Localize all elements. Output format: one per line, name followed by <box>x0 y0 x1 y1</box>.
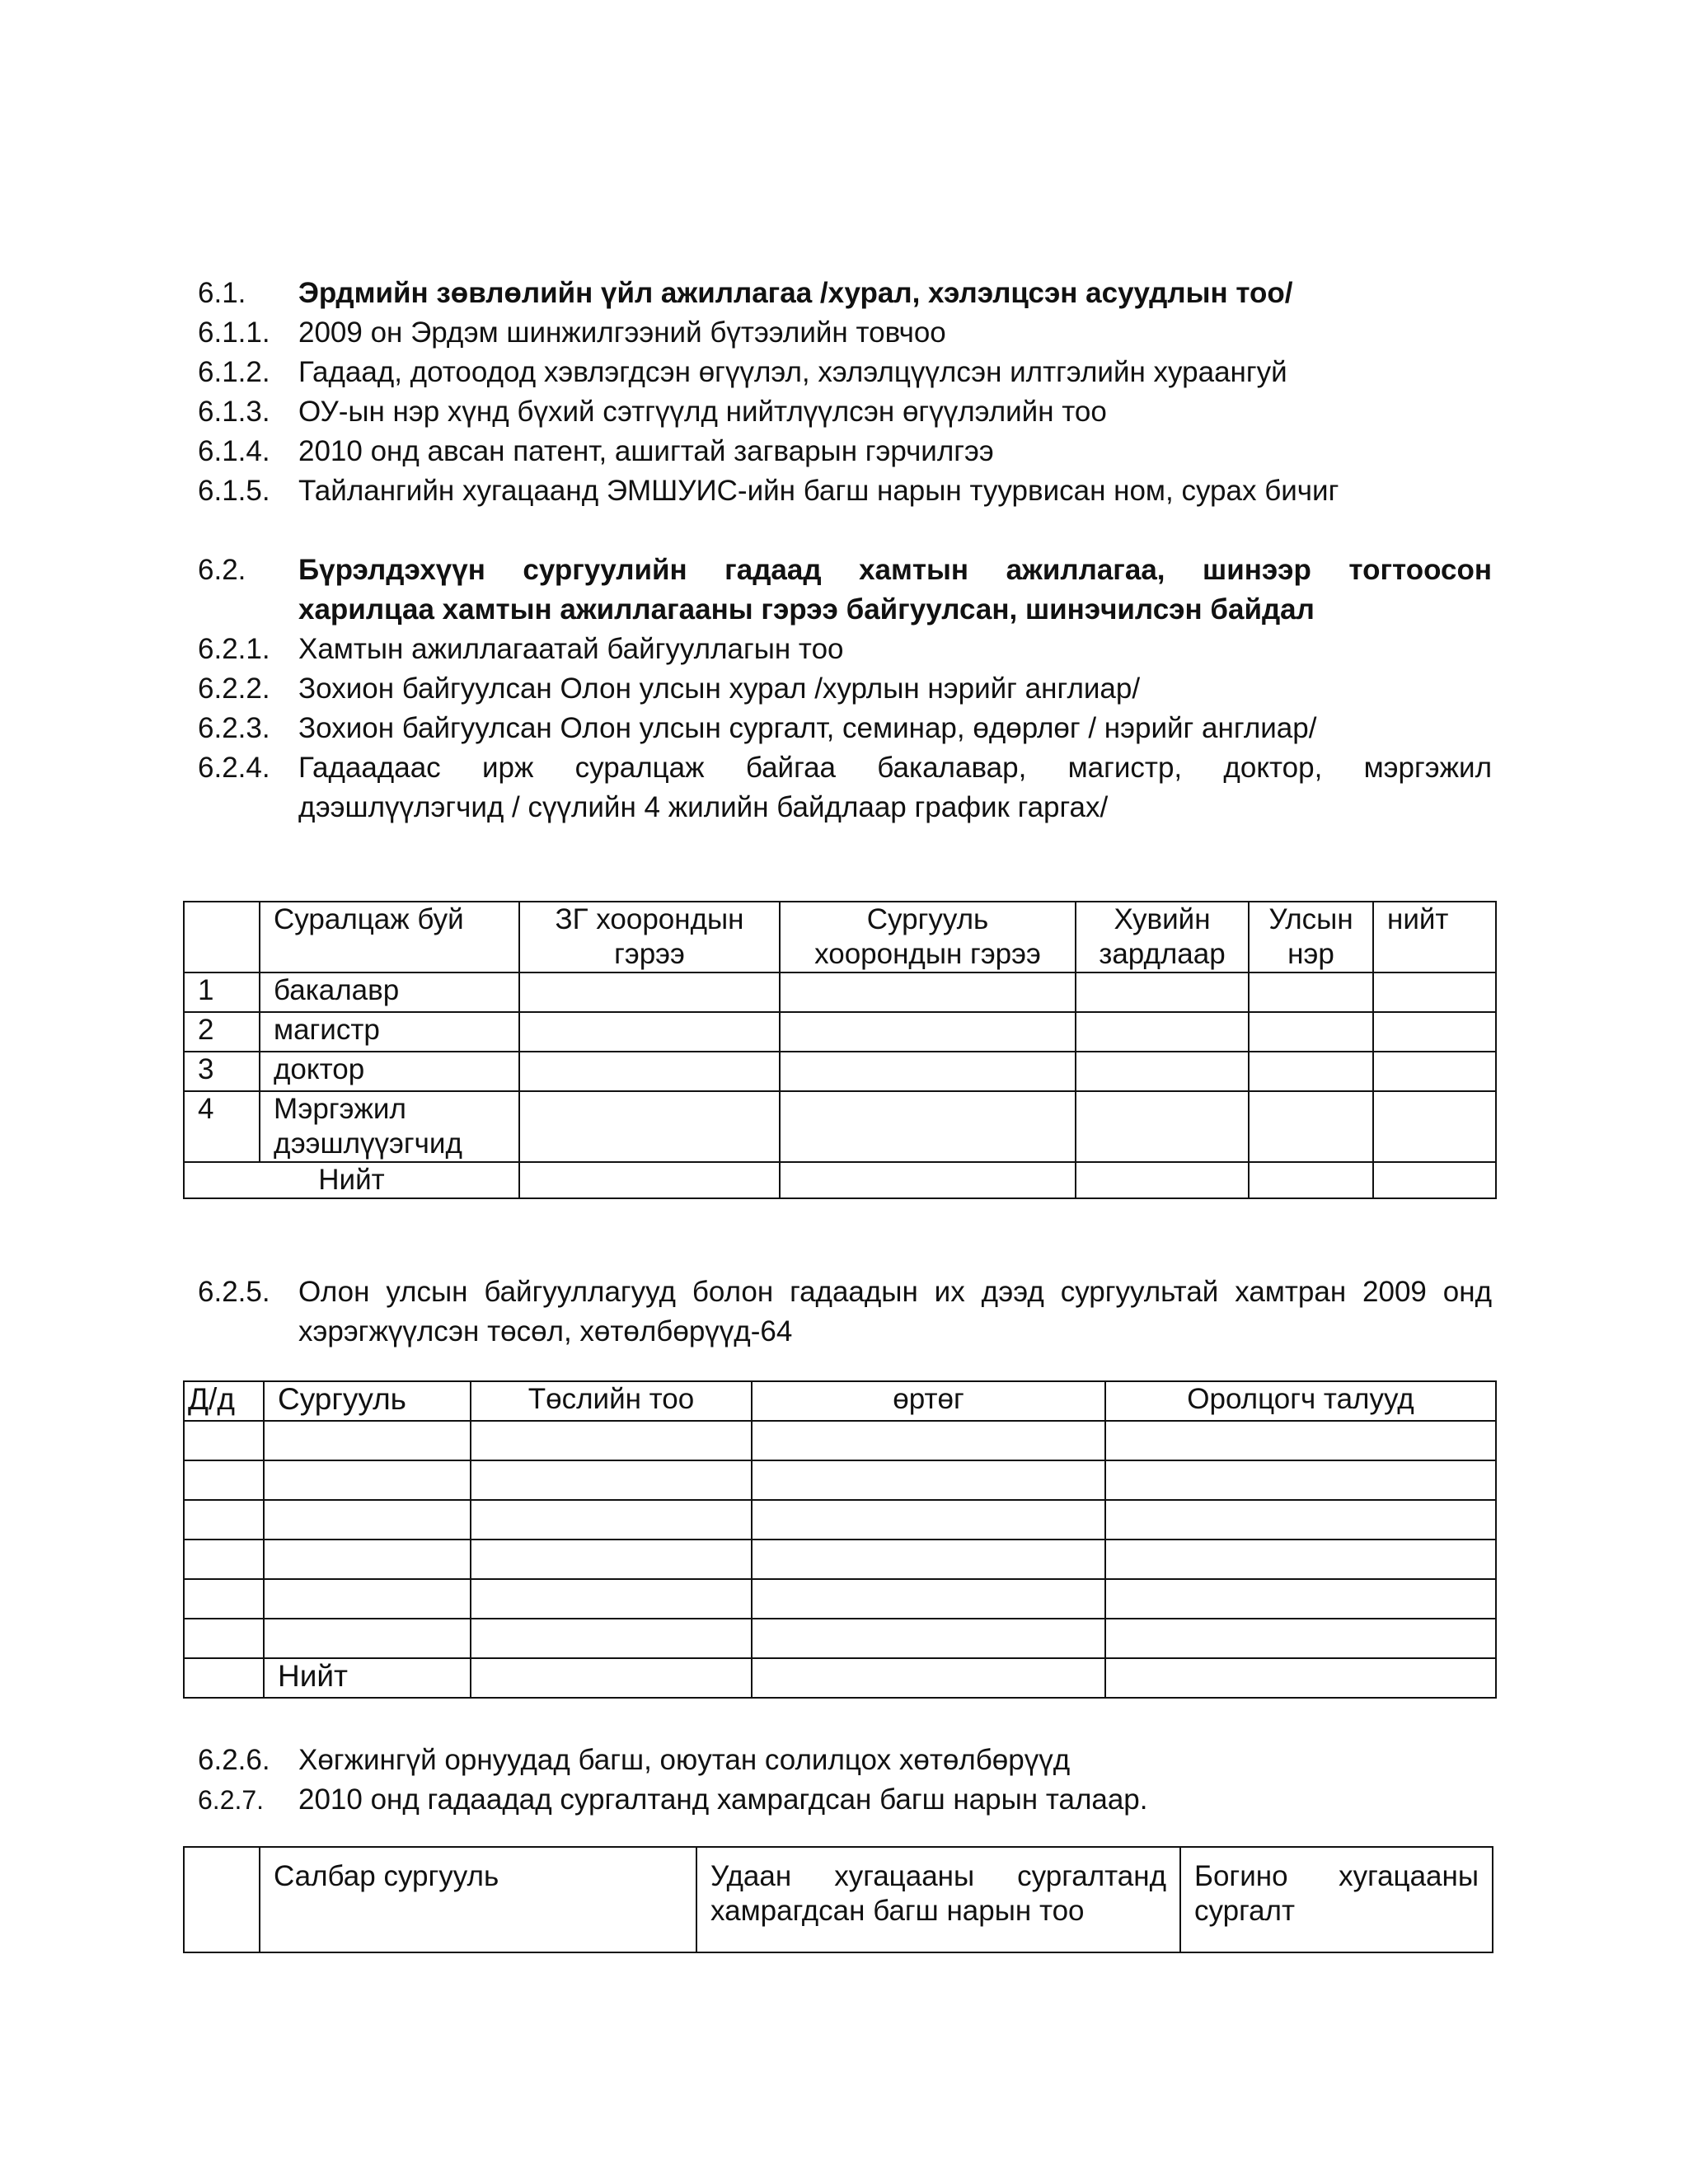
cell <box>184 1658 264 1698</box>
item-text: Хөгжингүй орнуудад багш, оюутан солилцох хөтөлбөрүүд <box>298 1744 1071 1776</box>
item-number: 6.2.7. <box>198 1785 265 1815</box>
table-row <box>184 1091 1496 1162</box>
projects-table <box>183 1380 1497 1699</box>
section-number: 6.1. <box>198 277 246 309</box>
table-row <box>184 1500 1496 1540</box>
header-cell: нийт <box>1373 902 1496 972</box>
table-header-row <box>184 1847 1493 1952</box>
cell <box>752 1619 1105 1658</box>
item-number: 6.2.1. <box>198 633 270 665</box>
item-number: 6.1.5. <box>198 475 270 507</box>
table-total-row <box>184 1162 1496 1198</box>
header-cell: Д/д <box>184 1381 264 1421</box>
cell <box>752 1658 1105 1698</box>
cell <box>1373 1052 1496 1091</box>
cell <box>471 1579 752 1619</box>
header-cell <box>184 902 260 972</box>
table-row <box>184 1579 1496 1619</box>
section-number: 6.2. <box>198 554 246 586</box>
cell <box>1105 1460 1496 1500</box>
cell <box>1373 1091 1496 1162</box>
students-table <box>183 901 1497 1199</box>
cell <box>519 1091 780 1162</box>
header-cell: Удаан хугацааны сургалтанд хамрагдсан багш нарын тоо <box>696 1847 1180 1952</box>
section-title-line1: Бүрэлдэхүүн сургуулийн гадаад хамтын ажиллагаа, шинээр тогтоосон <box>298 554 1492 586</box>
item-text: Хамтын ажиллагаатай байгууллагын тоо <box>298 633 844 665</box>
cell <box>752 1540 1105 1579</box>
table-row <box>184 1421 1496 1460</box>
header-cell: Улсын нэр <box>1249 902 1373 972</box>
item-text: Тайлангийн хугацаанд ЭМШУИС-ийн багш нарын туурвисан ном, сурах бичиг <box>298 475 1339 507</box>
cell <box>1105 1619 1496 1658</box>
cell <box>184 1619 264 1658</box>
item-text: ОУ-ын нэр хүнд бүхий сэтгүүлд нийтлүүлсэн өгүүлэлийн тоо <box>298 396 1107 428</box>
total-label: Нийт <box>264 1658 471 1698</box>
table-row <box>184 972 1496 1012</box>
cell <box>1105 1421 1496 1460</box>
item-number: 6.2.5. <box>198 1276 270 1308</box>
item-number: 6.1.1. <box>198 316 270 349</box>
cell <box>1105 1579 1496 1619</box>
row-label: бакалавр <box>260 972 519 1012</box>
item-text: Зохион байгуулсан Олон улсын сургалт, семинар, өдөрлөг / нэрийг англиар/ <box>298 712 1317 744</box>
cell <box>264 1460 471 1500</box>
cell <box>752 1421 1105 1460</box>
table-row <box>184 1460 1496 1500</box>
total-label: Нийт <box>184 1162 519 1198</box>
item-text-line2: хэрэгжүүлсэн төсөл, хөтөлбөрүүд-64 <box>298 1315 793 1347</box>
item-text: Зохион байгуулсан Олон улсын хурал /хурлын нэрийг англиар/ <box>298 673 1141 705</box>
cell <box>184 1579 264 1619</box>
cell <box>752 1500 1105 1540</box>
cell <box>752 1579 1105 1619</box>
cell <box>519 1052 780 1091</box>
cell <box>264 1619 471 1658</box>
cell <box>1373 1162 1496 1198</box>
cell <box>1105 1500 1496 1540</box>
cell <box>264 1579 471 1619</box>
header-cell <box>184 1847 260 1952</box>
cell <box>1249 1162 1373 1198</box>
cell <box>184 1460 264 1500</box>
cell <box>1373 1012 1496 1052</box>
cell <box>519 972 780 1012</box>
cell <box>471 1421 752 1460</box>
cell <box>471 1500 752 1540</box>
cell <box>471 1619 752 1658</box>
cell <box>1076 1012 1249 1052</box>
item-text: 2009 он Эрдэм шинжилгээний бүтээлийн товчоо <box>298 316 946 349</box>
cell <box>1373 972 1496 1012</box>
cell <box>264 1421 471 1460</box>
cell <box>780 1012 1076 1052</box>
cell <box>264 1540 471 1579</box>
row-number: 2 <box>184 1012 260 1052</box>
header-cell: Төслийн тоо <box>471 1381 752 1421</box>
header-cell: Салбар сургууль <box>260 1847 696 1952</box>
cell <box>1249 972 1373 1012</box>
table-header-row <box>184 902 1496 972</box>
item-text: 2010 онд гадаадад сургалтанд хамрагдсан багш нарын талаар. <box>298 1783 1148 1816</box>
cell <box>1076 972 1249 1012</box>
cell <box>264 1500 471 1540</box>
cell <box>752 1460 1105 1500</box>
row-label: магистр <box>260 1012 519 1052</box>
cell <box>519 1162 780 1198</box>
cell <box>184 1500 264 1540</box>
cell <box>471 1460 752 1500</box>
item-text-line1: Олон улсын байгууллагууд болон гадаадын их дээд сургуультай хамтран 2009 онд <box>298 1276 1492 1308</box>
table-total-row <box>184 1658 1496 1698</box>
row-number: 4 <box>184 1091 260 1162</box>
header-cell: Сургууль хоорондын гэрээ <box>780 902 1076 972</box>
header-cell: Сургууль <box>264 1381 471 1421</box>
cell <box>1249 1012 1373 1052</box>
header-cell: өртөг <box>752 1381 1105 1421</box>
item-number: 6.2.2. <box>198 673 270 705</box>
cell <box>780 1162 1076 1198</box>
cell <box>1076 1162 1249 1198</box>
cell <box>1105 1658 1496 1698</box>
header-cell: Суралцаж буй <box>260 902 519 972</box>
item-number: 6.2.6. <box>198 1744 270 1776</box>
table-row <box>184 1540 1496 1579</box>
header-cell: Оролцогч талууд <box>1105 1381 1496 1421</box>
cell <box>184 1540 264 1579</box>
row-label: доктор <box>260 1052 519 1091</box>
cell <box>471 1540 752 1579</box>
item-number: 6.1.2. <box>198 356 270 388</box>
row-number: 1 <box>184 972 260 1012</box>
cell <box>184 1421 264 1460</box>
cell <box>1249 1091 1373 1162</box>
training-table <box>183 1846 1493 1953</box>
item-text: 2010 онд авсан патент, ашигтай загварын гэрчилгээ <box>298 435 994 467</box>
table-row <box>184 1012 1496 1052</box>
cell <box>519 1012 780 1052</box>
cell <box>471 1658 752 1698</box>
row-number: 3 <box>184 1052 260 1091</box>
item-number: 6.2.4. <box>198 752 270 784</box>
cell <box>780 1091 1076 1162</box>
section-title-line2: харилцаа хамтын ажиллагааны гэрээ байгуулсан, шинэчилсэн байдал <box>298 593 1315 626</box>
cell <box>1249 1052 1373 1091</box>
header-cell: ЗГ хоорондын гэрээ <box>519 902 780 972</box>
cell <box>780 1052 1076 1091</box>
item-number: 6.1.4. <box>198 435 270 467</box>
section-title: Эрдмийн зөвлөлийн үйл ажиллагаа /хурал, хэлэлцсэн асуудлын тоо/ <box>298 277 1293 309</box>
cell <box>1076 1091 1249 1162</box>
row-label: Мэргэжил дээшлүүэгчид <box>260 1091 519 1162</box>
table-header-row <box>184 1381 1496 1421</box>
cell <box>1105 1540 1496 1579</box>
cell <box>780 972 1076 1012</box>
header-cell: Хувийн зардлаар <box>1076 902 1249 972</box>
table-row <box>184 1619 1496 1658</box>
item-number: 6.1.3. <box>198 396 270 428</box>
cell <box>1076 1052 1249 1091</box>
item-text: Гадаад, дотоодод хэвлэгдсэн өгүүлэл, хэлэлцүүлсэн илтгэлийн хураангуй <box>298 356 1287 388</box>
item-text-line1: Гадаадаас ирж суралцаж байгаа бакалавар, магистр, доктор, мэргэжил <box>298 752 1492 784</box>
item-number: 6.2.3. <box>198 712 270 744</box>
table-row <box>184 1052 1496 1091</box>
header-cell: Богино хугацааны сургалт <box>1180 1847 1493 1952</box>
item-text-line2: дээшлүүлэгчид / сүүлийн 4 жилийн байдлаар график гаргах/ <box>298 791 1109 823</box>
